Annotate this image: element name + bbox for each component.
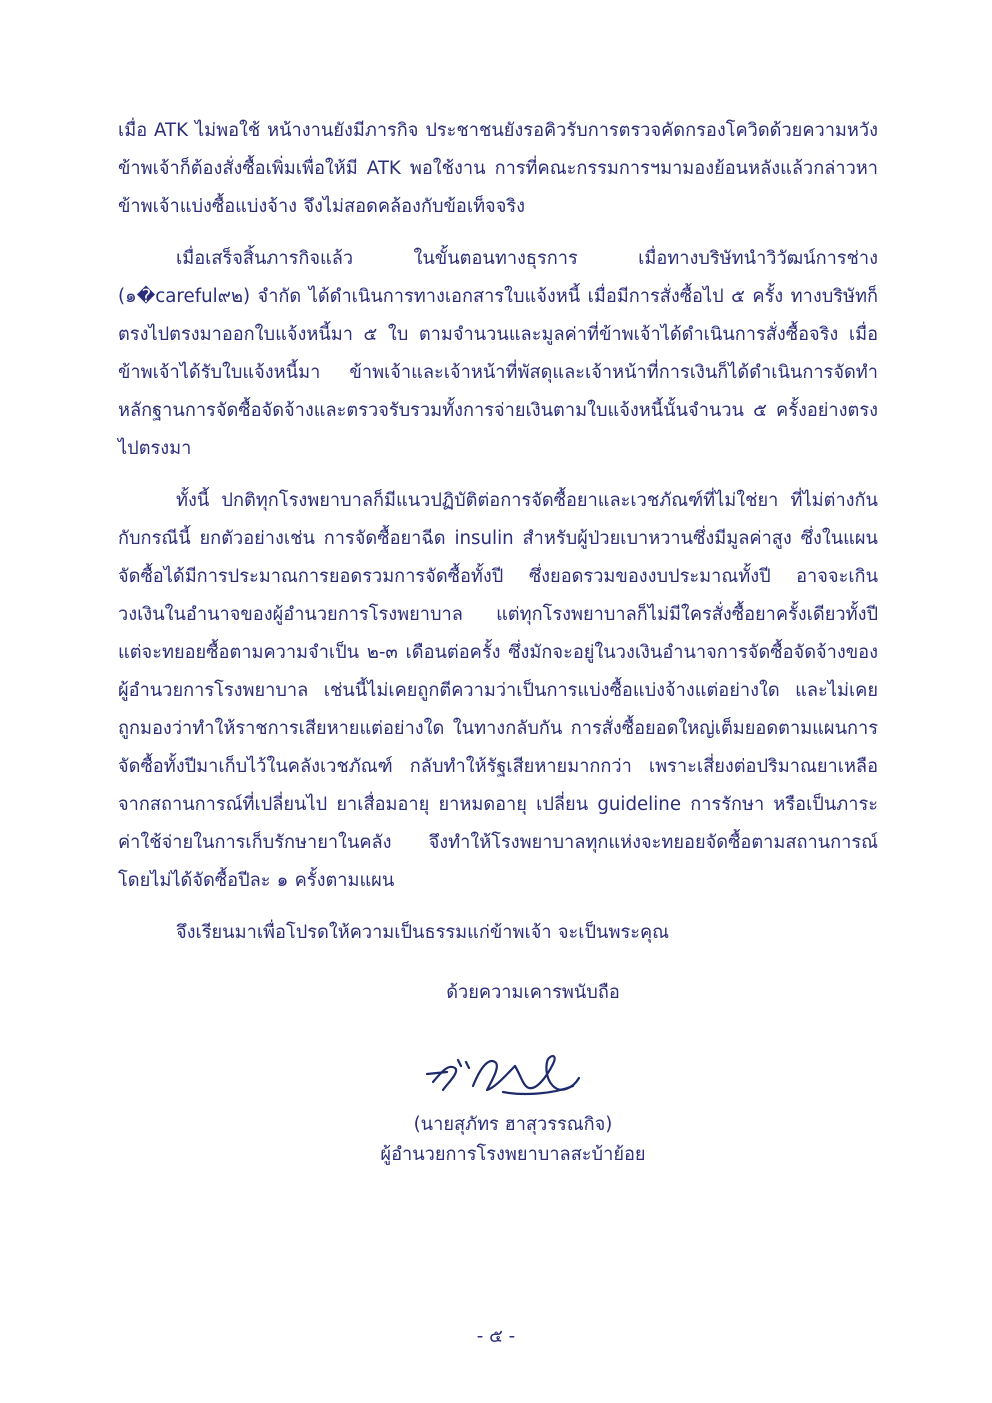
page-number: - ๕ - xyxy=(476,1326,516,1347)
signer-title: ผู้อำนวยการโรงพยาบาลสะบ้าย้อย xyxy=(380,1144,646,1165)
paragraph-2: เมื่อเสร็จสิ้นภารกิจแล้ว ในขั้นตอนทางธุรการ เมื่อทางบริษัทนำวิวัฒน์การช่าง (๑�careful๙๒) จำกัด ได้ดำเนินการทางเอกสารใบแจ้งหนี้ เมื่อมีการสั่งซื้อไป ๕ ครั้ง ทางบริษัทก็ตรงไปตรงมาออกใบแจ้งหนี้มา ๕ ใบ ตามจำนวนและมูลค่าที่ข้าพเจ้าได้ดำเนินการสั่งซื้อจริง เมื่อข้าพเจ้าได้รับใบแจ้งหนี้มา ข้าพเจ้าและเจ้าหน้าที่พัสดุและเจ้าหน้าที่การเงินก็ได้ดำเนินการจัดทำหลักฐานการจัดซื้อจัดจ้างและตรวจรับรวมทั้งการจ่ายเงินตามใบแจ้งหนี้นั้นจำนวน ๕ ครั้งอย่างตรงไปตรงมา xyxy=(118,248,878,459)
paragraph-3: ทั้งนี้ ปกติทุกโรงพยาบาลก็มีแนวปฏิบัติต่อการจัดซื้อยาและเวชภัณฑ์ที่ไม่ใช่ยา ที่ไม่ต่างกันกับกรณีนี้ ยกตัวอย่างเช่น การจัดซื้อยาฉีด insulin สำหรับผู้ป่วยเบาหวานซึ่งมีมูลค่าสูง ซึ่งในแผนจัดซื้อได้มีการประมาณการยอดรวมการจัดซื้อทั้งปี ซึ่งยอดรวมของงบประมาณทั้งปี อาจจะเกินวงเงินในอำนาจของผู้อำนวยการโรงพยาบาล แต่ทุกโรงพยาบาลก็ไม่มีใครสั่งซื้อยาครั้งเดียวทั้งปี แต่จะทยอยซื้อตามความจำเป็น ๒-๓ เดือนต่อครั้ง ซึ่งมักจะอยู่ในวงเงินอำนาจการจัดซื้อจัดจ้างของผู้อำนวยการโรงพยาบาล เช่นนี้ไม่เคยถูกตีความว่าเป็นการแบ่งซื้อแบ่งจ้างแต่อย่างใด และไม่เคยถูกมองว่าทำให้ราชการเสียหายแต่อย่างใด ในทางกลับกัน การสั่งซื้อยอดใหญ่เต็มยอดตามแผนการจัดซื้อทั้งปีมาเก็บไว้ในคลังเวชภัณฑ์ กลับทำให้รัฐเสียหายมากกว่า เพราะเสี่ยงต่อปริมาณยาเหลือจากสถานการณ์ที่เปลี่ยนไป ยาเสื่อมอายุ ยาหมดอายุ เปลี่ยน guideline การรักษา หรือเป็นภาระค่าใช้จ่ายในการเก็บรักษายาในคลัง จึงทำให้โรงพยาบาลทุกแห่งจะทยอยจัดซื้อตามสถานการณ์ โดยไม่ได้จัดซื้อปีละ ๑ ครั้งตามแผน xyxy=(118,490,878,891)
handwritten-signature-icon xyxy=(403,1052,623,1110)
signer-name: (นายสุภัทร ฮาสุวรรณกิจ) xyxy=(413,1114,613,1135)
paragraph-1: เมื่อ ATK ไม่พอใช้ หน้างานยังมีภารกิจ ประชาชนยังรอคิวรับการตรวจคัดกรองโควิดด้วยความหวัง ข้าพเจ้าก็ต้องสั่งซื้อเพิ่มเพื่อให้มี ATK พอใช้งาน การที่คณะกรรมการฯมามองย้อนหลังแล้วกล่าวหาข้าพเจ้าแบ่งซื้อแบ่งจ้าง จึงไม่สอดคล้องกับข้อเท็จจริง xyxy=(118,120,878,217)
paragraph-4: จึงเรียนมาเพื่อโปรดให้ความเป็นธรรมแก่ข้าพเจ้า จะเป็นพระคุณ xyxy=(176,922,670,943)
document-body xyxy=(118,112,878,1170)
closing-line: ด้วยความเคารพนับถือ xyxy=(446,982,620,1003)
signature-block xyxy=(118,1052,878,1170)
